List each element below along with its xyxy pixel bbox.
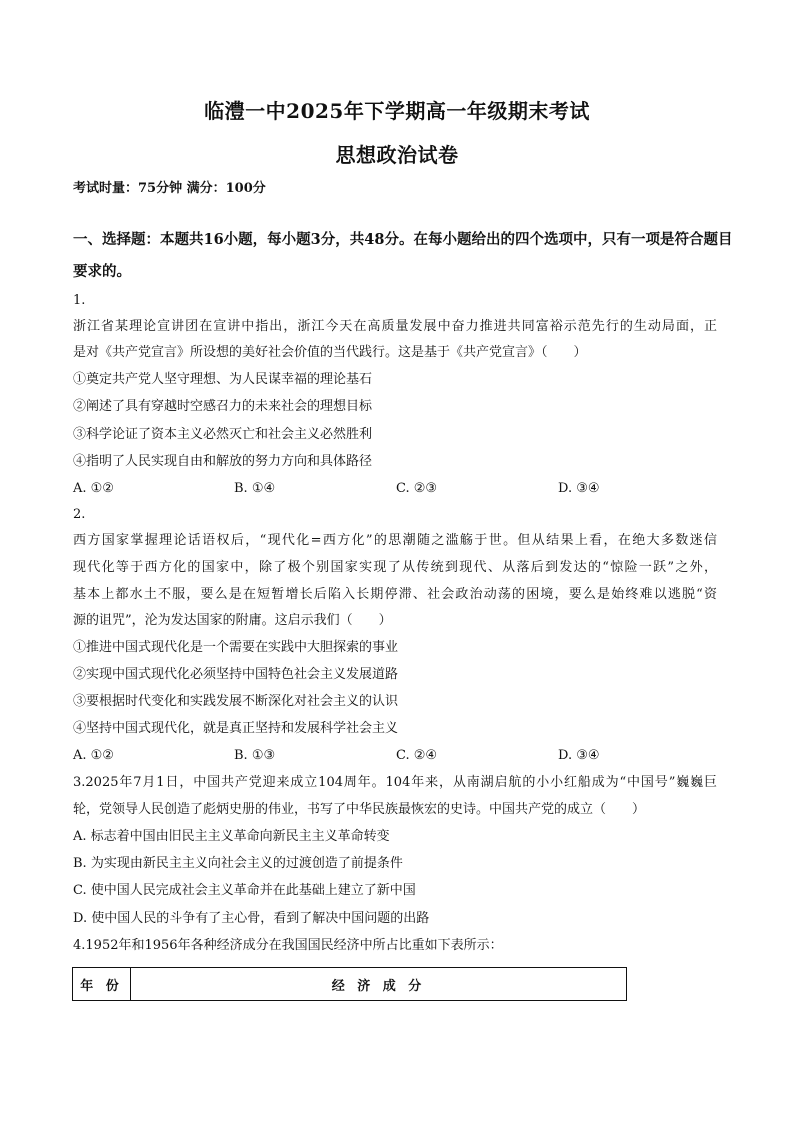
q2-option-c: C. ②④ [396, 748, 438, 763]
q2-number: 2. [73, 507, 86, 522]
q4-stem: 4.1952年和1956年各种经济成分在我国国民经济中所占比重如下表所示： [73, 938, 503, 953]
q2-item: ④坚持中国式现代化，就是真正坚持和发展科学社会主义 [73, 721, 399, 736]
section-heading: 一、选择题：本题共16小题，每小题3分，共48分。在每小题给出的四个选项中，只有一项是符合题目要求的。 [73, 231, 733, 280]
q1-option-d: D. ③④ [558, 481, 600, 496]
q3-option-d: D. 使中国人民的斗争有了主心骨，看到了解决中国问题的出路 [73, 911, 430, 926]
q1-item: ③科学论证了资本主义必然灭亡和社会主义必然胜利 [73, 427, 373, 442]
q2-option-a: A. ①② [73, 748, 114, 763]
q2-stem-line: 基本上都水土不服，要么是在短暂增长后陷入长期停滞、社会政治动荡的困境，要么是始终难以逃脱“资 [73, 587, 717, 602]
q2-option-b: B. ①③ [234, 748, 276, 763]
q1-option-c: C. ②③ [396, 481, 438, 496]
q3-option-c: C. 使中国人民完成社会主义革命并在此基础上建立了新中国 [73, 883, 416, 898]
table-header-year: 年 份 [73, 968, 131, 1000]
q1-item: ④指明了人民实现自由和解放的努力方向和具体路径 [73, 454, 373, 469]
q3-option-a: A. 标志着中国由旧民主主义革命向新民主主义革命转变 [73, 829, 390, 844]
q2-item: ①推进中国式现代化是一个需要在实践中大胆探索的事业 [73, 640, 399, 655]
q1-item: ①奠定共产党人坚守理想、为人民谋幸福的理论基石 [73, 372, 373, 387]
q2-option-d: D. ③④ [558, 748, 600, 763]
q1-stem-line: 是对《共产党宣言》所设想的美好社会价值的当代践行。这是基于《共产党宣言》（ ） [73, 345, 587, 360]
q2-stem-line: 源的诅咒”，沦为发达国家的附庸。这启示我们（ ） [73, 613, 392, 628]
q1-number: 1. [73, 293, 86, 308]
table-header-economic-component: 经 济 成 分 [331, 978, 426, 994]
q2-item: ②实现中国式现代化必须坚持中国特色社会主义发展道路 [73, 667, 399, 682]
q3-stem-line: 轮，党领导人民创造了彪炳史册的伟业，书写了中华民族最恢宏的史诗。中国共产党的成立（ ） [73, 802, 646, 817]
q2-stem-line: 现代化等于西方化的国家中，除了极个别国家实现了从传统到现代、从落后到发达的“惊险一跃”之外， [73, 560, 717, 575]
q1-stem-line: 浙江省某理论宣讲团在宣讲中指出，浙江今天在高质量发展中奋力推进共同富裕示范先行的生动局面，正 [73, 319, 717, 334]
q2-stem-line: 西方国家掌握理论话语权后，“现代化=西方化”的思潮随之滥觞于世。但从结果上看，在绝大多数迷信 [73, 533, 717, 548]
q2-item: ③要根据时代变化和实践发展不断深化对社会主义的认识 [73, 694, 399, 709]
q4-table [72, 967, 627, 1001]
exam-title: 临澧一中2025年下学期高一年级期末考试 [204, 99, 590, 123]
q1-option-b: B. ①④ [234, 481, 276, 496]
exam-subtitle: 思想政治试卷 [335, 143, 459, 167]
q1-item: ②阐述了具有穿越时空感召力的未来社会的理想目标 [73, 399, 373, 414]
q3-stem-line: 3.2025年7月1日，中国共产党迎来成立104周年。104年来，从南湖启航的小小红船成为“中国号”巍巍巨 [73, 775, 717, 790]
q3-option-b: B. 为实现由新民主主义向社会主义的过渡创造了前提条件 [73, 856, 403, 871]
exam-info: 考试时量：75分钟 满分：100分 [73, 181, 266, 196]
q1-option-a: A. ①② [73, 481, 114, 496]
